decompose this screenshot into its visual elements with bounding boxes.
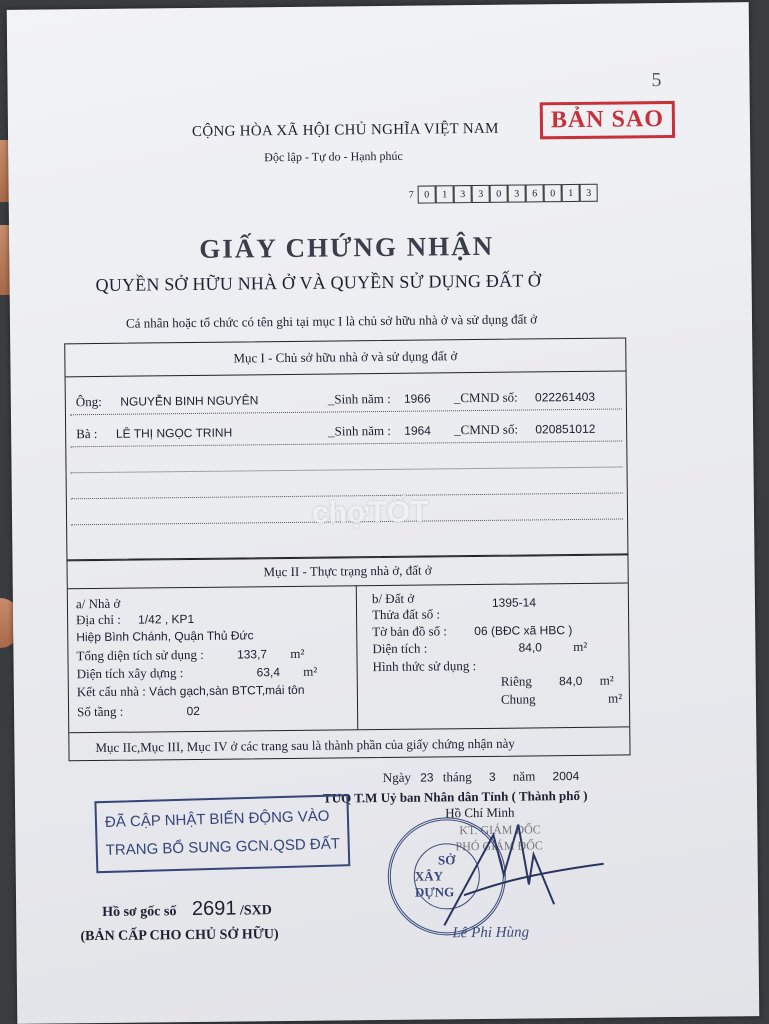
issue-date (383, 768, 580, 786)
owner-2-birth (328, 422, 431, 439)
copy-stamp: BẢN SAO (540, 101, 675, 139)
issued-to: (BẢN CẤP CHO CHỦ SỞ HỮU) (80, 927, 279, 945)
floors-label: Số tầng : (76, 703, 124, 720)
owner-1-row (76, 392, 259, 410)
house-address (76, 611, 194, 628)
serial-digit: 6 (526, 184, 544, 202)
land-private (501, 673, 614, 690)
update-stamp-line-2: TRANG BỔ SUNG GCN.QSD ĐẤT (105, 835, 341, 859)
floors-value: 02 (186, 703, 200, 719)
shared-value (539, 703, 605, 704)
signature-scribble (433, 814, 614, 936)
owner-1-birth (328, 390, 431, 407)
authority-line-1: TUQ T.M Uỷ ban Nhân dân Tỉnh ( Thành phố ) (322, 787, 588, 806)
year-label: năm (512, 768, 536, 784)
day-label: Ngày (382, 769, 412, 786)
corner-mark: 5 (651, 69, 662, 92)
section-2-title: Mục II - Thực trạng nhà ở, đất ở (263, 562, 432, 580)
year-value: 2004 (552, 768, 580, 784)
month-label: tháng (442, 769, 472, 785)
owner-2-prefix: Bà : (76, 425, 98, 442)
serial-digit: 3 (580, 184, 598, 202)
unit: m² (573, 638, 588, 655)
private-value: 84,0 (559, 673, 583, 689)
section-2-table (66, 553, 630, 761)
birth-label: _Sinh năm : (328, 422, 392, 439)
map-label: Tờ bản đồ số : (372, 623, 448, 640)
house-build-area (77, 664, 318, 683)
day-value: 23 (420, 770, 434, 785)
total-area-label: Tổng diện tích sử dụng : (76, 646, 204, 664)
site-watermark: chợTỐT (311, 495, 429, 530)
house-heading: a/ Nhà ở (75, 595, 121, 612)
section-2-footer-note: Mục IIc,Mục III, Mục IV ở các trang sau là thành phần của giấy chứng nhận này (95, 735, 515, 756)
update-stamp-line-1: ĐÃ CẬP NHẬT BIẾN ĐỘNG VÀO (104, 807, 330, 831)
section-1-title: Mục I - Chủ sở hữu nhà ở và sử dụng đất ở (233, 348, 458, 366)
serial-digit: 0 (490, 185, 508, 203)
certificate-document (7, 2, 760, 1024)
unit: m² (303, 663, 318, 679)
area-value: 84,0 (518, 640, 542, 655)
serial-lead: 7 (408, 189, 414, 201)
land-usage: Hình thức sử dụng : (372, 658, 477, 675)
month-value: 3 (488, 769, 496, 784)
serial-digit: 3 (508, 184, 526, 202)
serial-digit: 1 (562, 184, 580, 202)
house-total-area (76, 646, 304, 664)
owner-2-id-number: 020851012 (535, 421, 596, 437)
seal-bottom-text: XÂY DỰNG (414, 868, 455, 900)
land-heading: b/ Đất ở (371, 590, 415, 607)
file-suffix: /SXD (239, 903, 272, 919)
build-area-label: Diện tích xây dựng : (76, 665, 184, 682)
unit: m² (290, 645, 305, 661)
unit: m² (599, 672, 614, 688)
serial-digit: 0 (418, 185, 436, 203)
house-address-2: Hiệp Bình Chánh, Quận Thủ Đức (76, 628, 254, 645)
role-line-2: PHÓ GIÁM ĐỐC (455, 838, 543, 854)
certificate-title: GIẤY CHỨNG NHẬN (199, 230, 495, 264)
owner-2-name: LÊ THỊ NGỌC TRINH (115, 425, 233, 441)
owner-1-birth-year: 1966 (403, 391, 431, 406)
owner-2-birth-year: 1964 (404, 423, 432, 438)
update-stamp (94, 794, 350, 873)
owner-1-name: NGUYỄN BINH NGUYÊN (120, 393, 259, 409)
id-label: _CMND số: (454, 421, 519, 438)
id-label: _CMND số: (453, 389, 518, 406)
intro-line: Cá nhân hoặc tổ chức có tên ghi tại mục I là chủ sở hữu nhà ở và sử dụng đất ở (125, 311, 538, 331)
file-label: Hồ sơ gốc số (102, 904, 177, 920)
land-map (372, 622, 572, 640)
motto: Độc lập - Tự do - Hạnh phúc (264, 148, 403, 165)
map-value: 06 (BĐC xã HBC ) (474, 623, 573, 639)
seal-top-text: SỞ (437, 852, 456, 868)
authority-line-2: Hồ Chí Minh (445, 804, 515, 821)
serial-digit: 0 (544, 184, 562, 202)
structure-label: Kết cấu nhà : (76, 683, 146, 700)
serial-digit: 1 (436, 185, 454, 203)
private-label: Riêng (500, 673, 532, 689)
serial-number (409, 184, 598, 204)
nation-header: CỘNG HÒA XÃ HỘI CHỦ NGHĨA VIỆT NAM (191, 120, 499, 140)
build-area-value: 63,4 (256, 665, 281, 680)
birth-label: _Sinh năm : (327, 390, 391, 407)
house-structure (77, 682, 305, 700)
serial-digit: 3 (454, 185, 472, 203)
land-shared (501, 691, 622, 708)
land-parcel-label: Thửa đất số : (371, 606, 441, 623)
serial-digit: 3 (472, 185, 490, 203)
area-label: Diện tích : (372, 640, 428, 657)
owner-1-id-number: 022261403 (534, 389, 596, 405)
shared-label: Chung (500, 691, 536, 707)
address-value: 1/42 , KP1 (138, 611, 195, 627)
land-parcel-number: 1395-14 (491, 595, 537, 610)
signer-name: Lê Phi Hùng (452, 924, 530, 942)
owner-2-id (454, 421, 595, 438)
structure-value: Vách gạch,sàn BTCT,mái tôn (148, 682, 305, 699)
owner-1-prefix: Ông: (75, 393, 102, 410)
unit: m² (608, 690, 623, 706)
certificate-subtitle: QUYỀN SỞ HỮU NHÀ Ở VÀ QUYỀN SỬ DỤNG ĐẤT Ở (95, 270, 542, 295)
house-floors (77, 703, 200, 720)
land-area (372, 639, 587, 657)
total-area-value: 133,7 (236, 647, 268, 662)
role-line-1: KT. GIÁM ĐỐC (459, 822, 541, 838)
owner-1-id (454, 389, 595, 406)
file-number (102, 897, 272, 922)
file-number-value: 2691 (191, 897, 237, 921)
owner-2-row (76, 425, 232, 443)
address-label: Địa chỉ : (76, 611, 121, 628)
